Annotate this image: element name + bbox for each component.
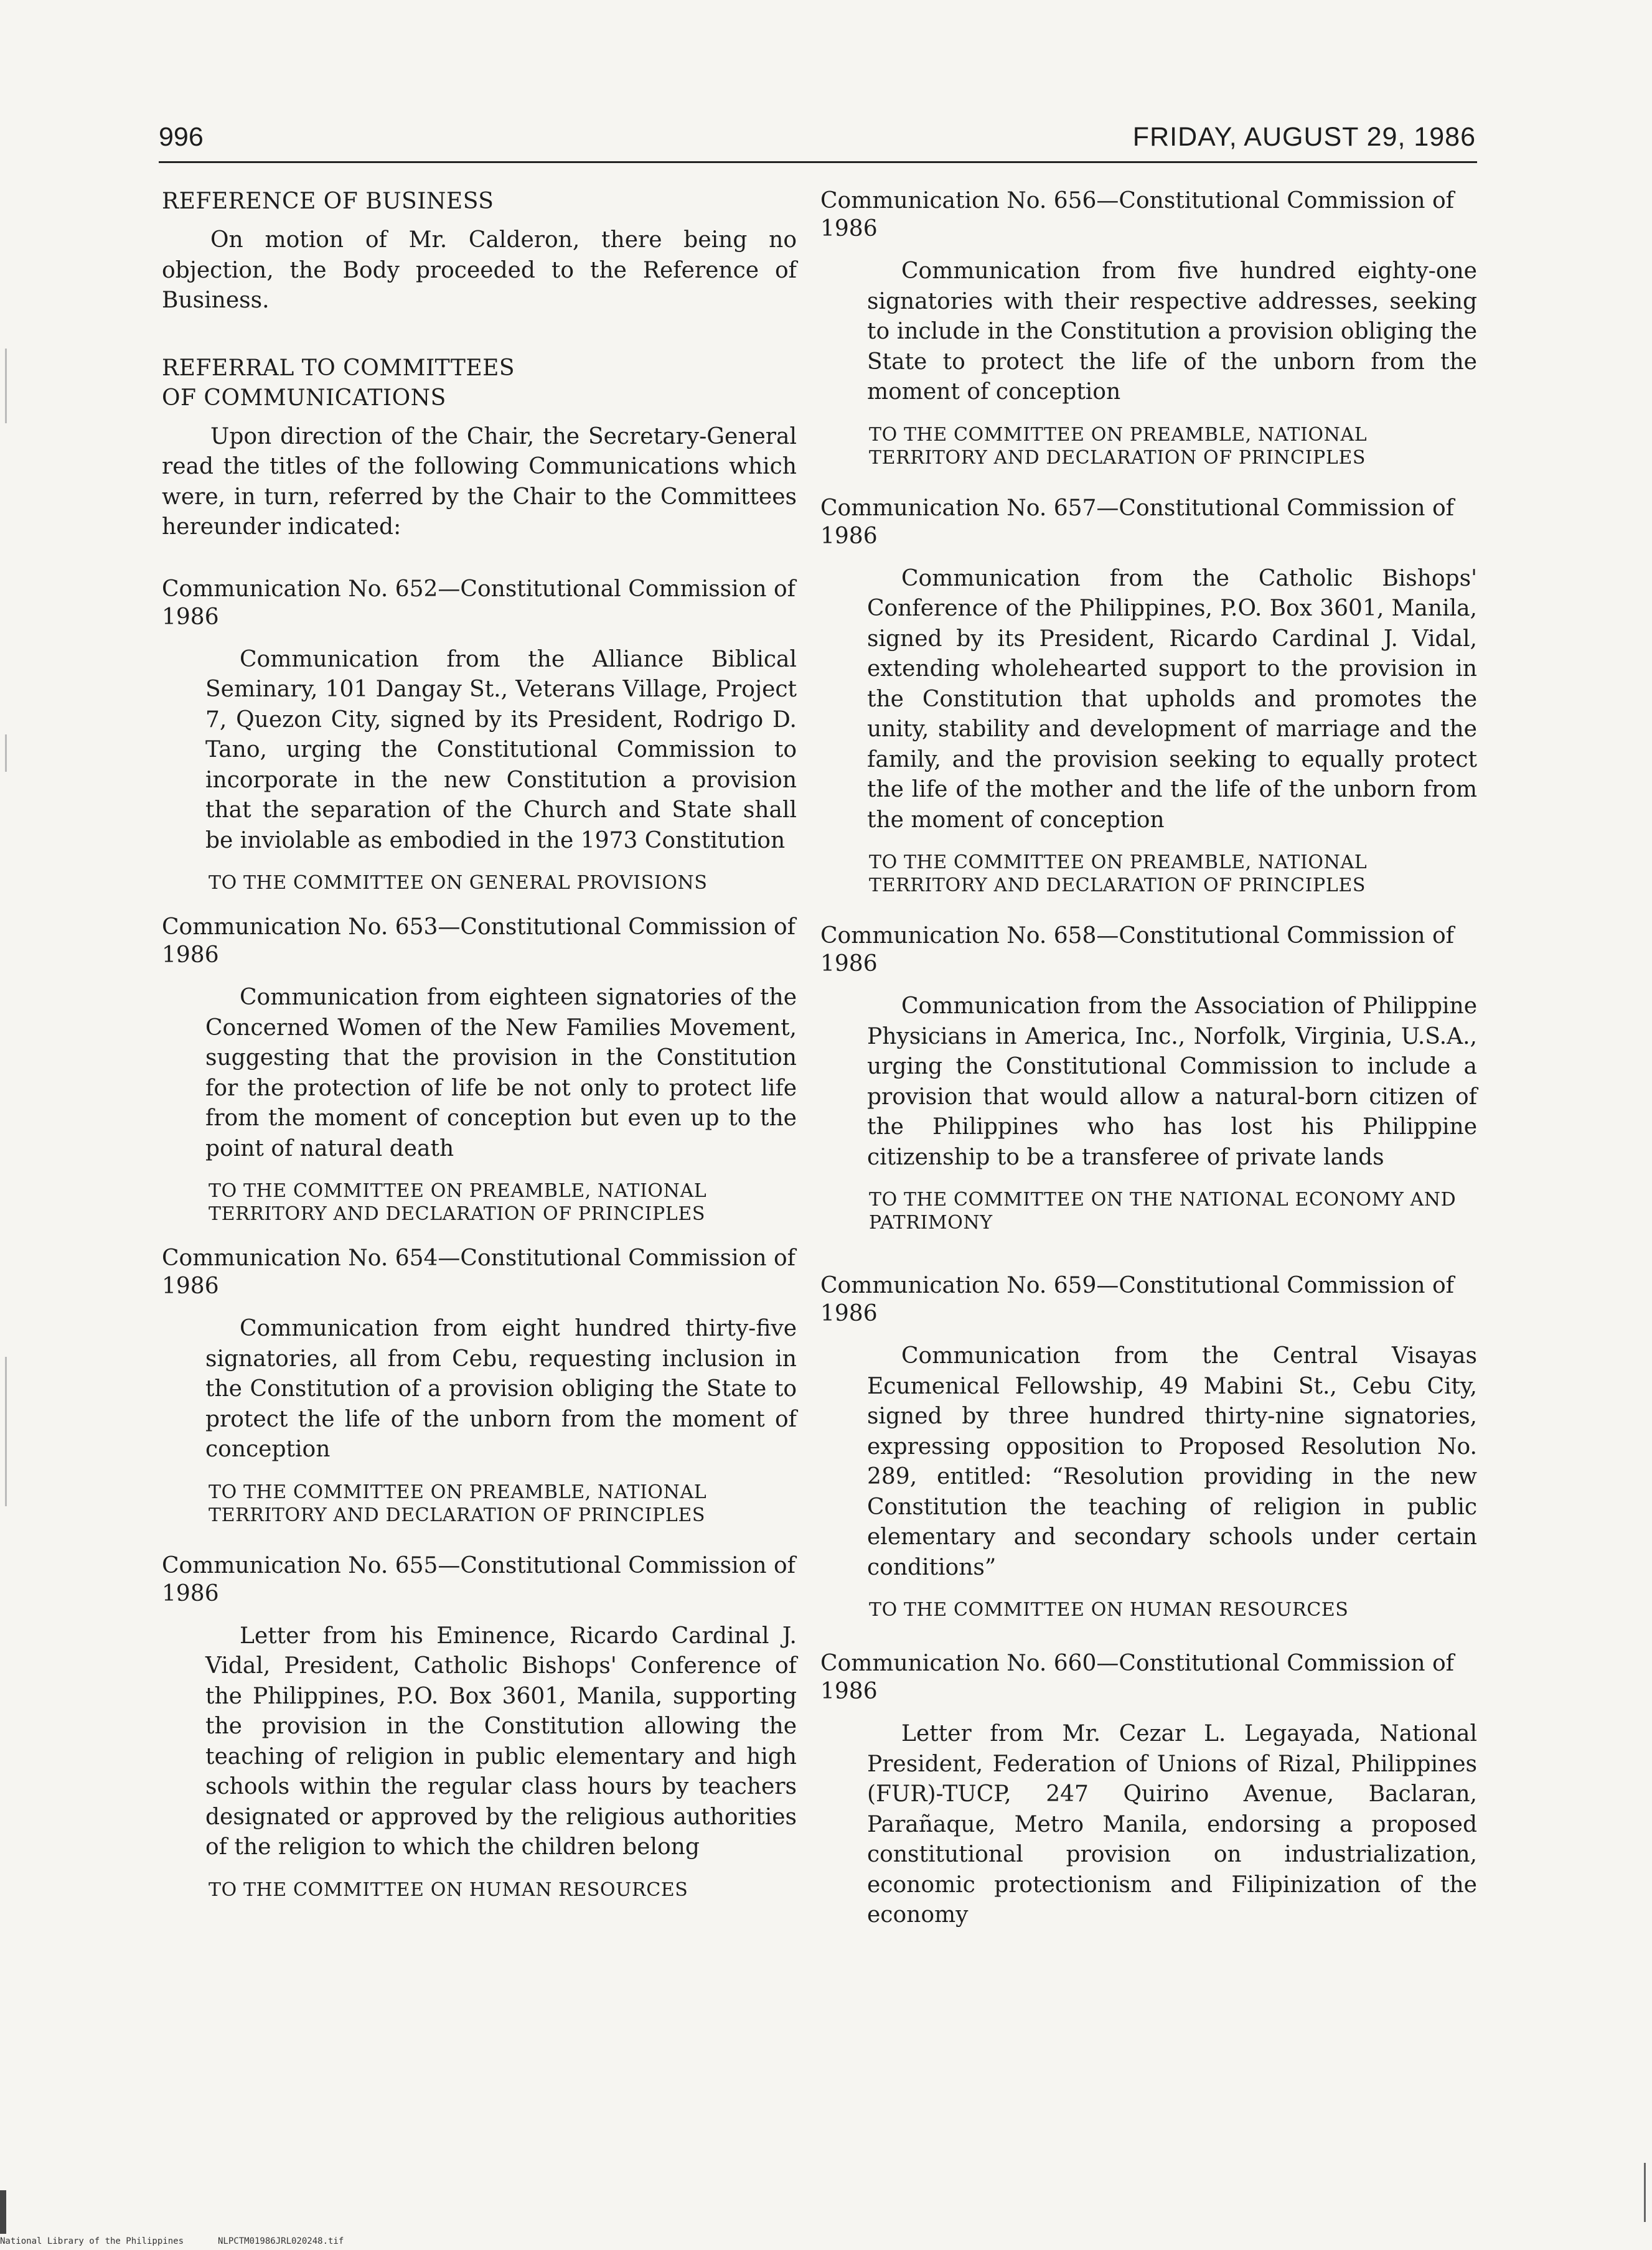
communication-body: Communication from five hundred eighty-one signatories with their respective addresses, seeking to include in the Constitution a provision obliging the State to protect the life of the unborn from the moment of conception	[867, 258, 1477, 405]
communication-title: Communication No. 657—Constitutional Commission of 1986	[820, 495, 1454, 549]
communication-referral: TO THE COMMITTEE ON PREAMBLE, NATIONAL TERRITORY AND DECLARATION OF PRINCIPLES	[209, 1180, 707, 1225]
communication-654	[162, 1244, 797, 1527]
footer-file: NLPCTM01986JRL020248.tif	[218, 2236, 344, 2246]
right-column	[820, 187, 1477, 1931]
page-date: FRIDAY, AUGUST 29, 1986	[1132, 122, 1476, 152]
communication-title: Communication No. 654—Constitutional Commission of 1986	[162, 1245, 795, 1299]
communication-title: Communication No. 659—Constitutional Commission of 1986	[820, 1273, 1454, 1326]
reference-heading: REFERENCE OF BUSINESS	[162, 189, 494, 214]
communication-657	[820, 494, 1477, 898]
communication-656	[820, 187, 1477, 469]
communication-referral: TO THE COMMITTEE ON PREAMBLE, NATIONAL TERRITORY AND DECLARATION OF PRINCIPLES	[869, 851, 1368, 896]
communication-body: Communication from eight hundred thirty-five signatories, all from Cebu, requesting inclusion in the Constitution of a provision obliging the State to protect the life of the unborn from the moment of conception	[205, 1316, 797, 1462]
communication-body: Communication from eighteen signatories of the Concerned Women of the New Families Movement, suggesting that the provision in the Constitution for the protection of life be not only to protect life from the moment of conception but even up to the point of natural death	[205, 985, 797, 1161]
left-column	[162, 187, 797, 1901]
corner-mark	[0, 2190, 6, 2234]
edge-speck	[5, 349, 7, 423]
communication-652	[162, 575, 797, 895]
communication-body: Communication from the Association of Philippine Physicians in America, Inc., Norfolk, Virginia, U.S.A., urging the Constitutional Commission to include a provision that would allow a natural-born citizen of the Philippines who has lost his Philippine citizenship to be a transferee of private lands	[867, 993, 1477, 1170]
communication-title: Communication No. 655—Constitutional Commission of 1986	[162, 1552, 795, 1606]
communication-body: Letter from Mr. Cezar L. Legayada, National President, Federation of Unions of Rizal, Philippines (FUR)-TUCP, 247 Quirino Avenue, Baclaran, Parañaque, Metro Manila, endorsing a proposed constitutional provision on industrialization, economic protectionism and Filipinization of the economy	[867, 1721, 1477, 1928]
footer-library: National Library of the Philippines	[0, 2236, 184, 2246]
reference-paragraph: On motion of Mr. Calderon, there being no objection, the Body proceeded to the Reference of Business.	[162, 227, 797, 313]
communication-title: Communication No. 658—Constitutional Commission of 1986	[820, 923, 1454, 977]
communication-660	[820, 1649, 1477, 1931]
header-rule	[159, 161, 1477, 163]
edge-speck	[5, 1357, 7, 1506]
communication-title: Communication No. 652—Constitutional Commission of 1986	[162, 576, 795, 630]
page-number: 996	[159, 122, 204, 152]
communication-referral: TO THE COMMITTEE ON HUMAN RESOURCES	[869, 1599, 1349, 1621]
communication-body: Communication from the Central Visayas Ecumenical Fellowship, 49 Mabini St., Cebu City, signed by three hundred thirty-nine signatories, expressing opposition to Proposed Resolution No. 289, entitled: “Resolution providing in the new Constitution the teaching of religion in public elementary and secondary schools under certain conditions”	[867, 1343, 1477, 1580]
communication-body: Letter from his Eminence, Ricardo Cardinal J. Vidal, President, Catholic Bishops' Conference of the Philippines, P.O. Box 3601, Manila, supporting the provision in the Constitution allowing the teaching of religion in public elementary and high schools within the regular class hours by teachers designated or approved by the religious authorities of the religion to which the children belong	[205, 1623, 797, 1860]
communication-655	[162, 1552, 797, 1901]
communication-title: Communication No. 660—Constitutional Commission of 1986	[820, 1651, 1454, 1704]
communication-referral: TO THE COMMITTEE ON PREAMBLE, NATIONAL TERRITORY AND DECLARATION OF PRINCIPLES	[869, 423, 1368, 469]
communication-title: Communication No. 656—Constitutional Commission of 1986	[820, 188, 1454, 241]
communication-title: Communication No. 653—Constitutional Commission of 1986	[162, 914, 795, 968]
communication-658	[820, 922, 1477, 1234]
communication-659	[820, 1272, 1477, 1621]
communication-referral: TO THE COMMITTEE ON THE NATIONAL ECONOMY AND PATRIMONY	[869, 1189, 1457, 1234]
referral-heading: REFERRAL TO COMMITTEES OF COMMUNICATIONS	[162, 355, 515, 411]
communication-referral: TO THE COMMITTEE ON HUMAN RESOURCES	[209, 1878, 688, 1901]
communication-653	[162, 913, 797, 1226]
right-mark	[1644, 2163, 1646, 2222]
communication-referral: TO THE COMMITTEE ON GENERAL PROVISIONS	[209, 872, 708, 894]
communication-body: Communication from the Catholic Bishops' Conference of the Philippines, P.O. Box 3601, Manila, signed by its President, Ricardo Cardinal J. Vidal, extending wholehearted support to the provision in the Constitution that upholds and promotes the unity, stability and development of marriage and the family, and the provision seeking to equally protect the life of the mother and the life of the unborn from the moment of conception	[867, 565, 1477, 833]
edge-speck	[5, 734, 7, 772]
referral-paragraph: Upon direction of the Chair, the Secretary-General read the titles of the following Communications which were, in turn, referred by the Chair to the Committees hereunder indicated:	[162, 423, 797, 540]
communication-body: Communication from the Alliance Biblical Seminary, 101 Dangay St., Veterans Village, Project 7, Quezon City, signed by its President, Rodrigo D. Tano, urging the Constitutional Commission to incorporate in the new Constitution a provision that the separation of the Church and State shall be inviolable as embodied in the 1973 Constitution	[205, 646, 797, 853]
communication-referral: TO THE COMMITTEE ON PREAMBLE, NATIONAL TERRITORY AND DECLARATION OF PRINCIPLES	[209, 1481, 707, 1526]
